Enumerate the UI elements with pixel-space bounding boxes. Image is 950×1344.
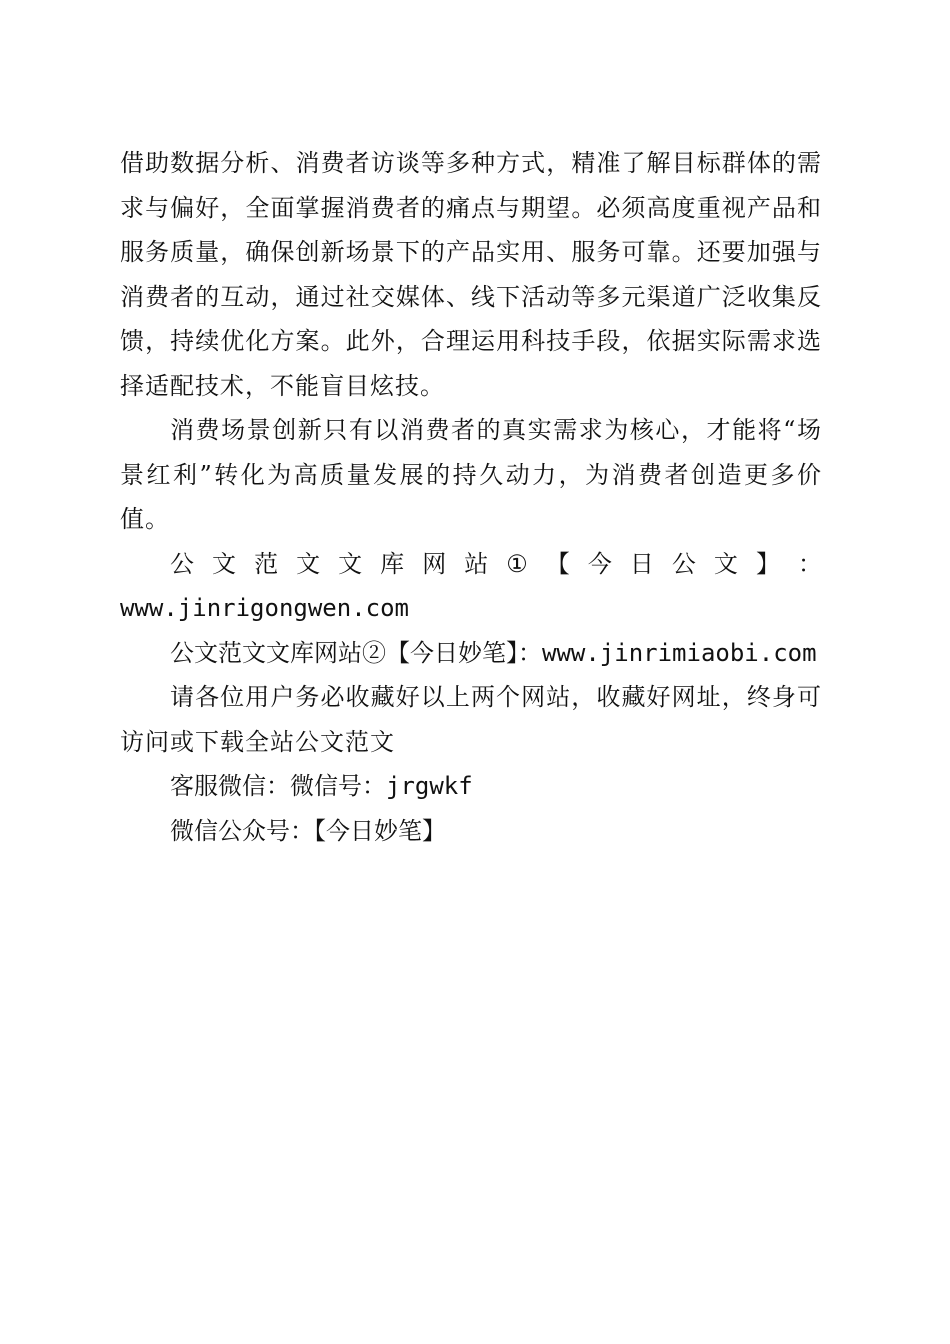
site1-label-char: 公	[170, 549, 194, 578]
site1-label-char: 文	[296, 549, 321, 578]
site1-label-char: ：	[797, 549, 822, 578]
site1-label-char: 站	[464, 549, 489, 578]
service-wechat-id: jrgwkf	[386, 772, 473, 800]
site1-label-char: 】	[755, 549, 780, 578]
site1-url[interactable]: www.jinrigongwen.com	[120, 594, 409, 622]
site1-label-char: 文	[212, 549, 237, 578]
site1-label-char: 文	[338, 549, 363, 578]
paragraph-consumer-research: 借助数据分析、消费者访谈等多种方式，精准了解目标群体的需求与偏好，全面掌握消费者的痛点与期望。必须高度重视产品和服务质量，确保创新场景下的产品实用、服务可靠。还要加强与消费者的互动，通过社交媒体、线下活动等多元渠道广泛收集反馈，持续优化方案。此外，合理运用科技手段，依据实际需求选择适配技术，不能盲目炫技。	[120, 149, 822, 400]
site1-label-char: 【	[545, 549, 570, 578]
site2-url[interactable]: www.jinrimiaobi.com	[542, 638, 817, 667]
site2-label: 公文范文文库网站②【今日妙笔】：	[170, 638, 542, 667]
service-wechat-line	[120, 764, 822, 809]
site1-label-char: 网	[422, 549, 447, 578]
site2-line	[120, 631, 822, 676]
site1-label-char: 日	[629, 549, 654, 578]
public-account-line	[120, 809, 822, 854]
site1-label-char: 今	[587, 549, 612, 578]
site1-label-char: 范	[254, 549, 279, 578]
notice-paragraph: 请各位用户务必收藏好以上两个网站，收藏好网址，终身可访问或下载全站公文范文	[120, 683, 822, 756]
site1-label	[120, 542, 822, 587]
site1-label-char: 公	[671, 549, 696, 578]
paragraph-scene-innovation: 消费场景创新只有以消费者的真实需求为核心，才能将“场景红利”转化为高质量发展的持久动力，为消费者创造更多价值。	[120, 416, 822, 533]
site1-label-char: ①	[506, 549, 528, 578]
document-body	[120, 141, 822, 853]
site1-label-char: 文	[713, 549, 738, 578]
service-wechat-label: 客服微信：微信号：	[170, 772, 386, 800]
public-account-name: 【今日妙笔】	[314, 816, 446, 845]
public-account-label: 微信公众号：	[170, 816, 314, 845]
site1-label-char: 库	[380, 549, 405, 578]
site1-block	[120, 542, 822, 631]
